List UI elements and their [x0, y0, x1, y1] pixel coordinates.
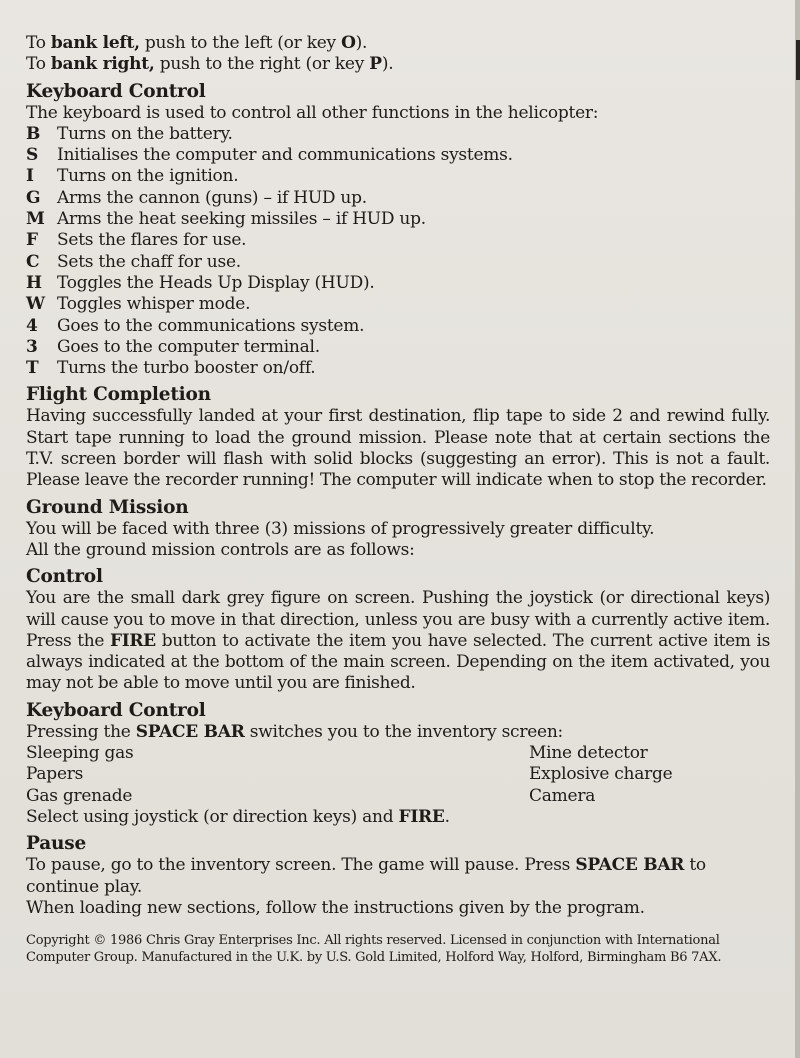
pause-text: To pause, go to the inventory screen. The game will pause. Press SPACE BAR to continue play.	[26, 855, 706, 897]
key-row	[26, 230, 770, 251]
flight-completion-text: Having successfully landed at your first destination, flip tape to side 2 and rewind fully. Start tape running to load the ground mission. Please note that at certain sections the T.V. screen border will flash with solid blocks (suggesting an error). This is not a fault. Please leave the recorder running! The computer will indicate when to stop the recorder.	[26, 406, 770, 491]
key-label: M	[26, 209, 45, 230]
key-row	[26, 252, 770, 273]
key-list	[26, 124, 770, 380]
key-row	[26, 358, 770, 379]
key-desc: Turns on the battery.	[57, 123, 233, 144]
key-label: S	[26, 145, 39, 166]
key-desc: Turns the turbo booster on/off.	[57, 358, 316, 379]
key-row	[26, 145, 770, 166]
key-desc: Sets the flares for use.	[57, 230, 247, 251]
key-desc: Initialises the computer and communications systems.	[57, 145, 513, 166]
inventory-item: Gas grenade	[26, 785, 133, 806]
key-label: F	[26, 230, 38, 251]
keyboard-control-heading-2: Keyboard Control	[26, 699, 206, 721]
key-row	[26, 273, 770, 294]
key-row	[26, 166, 770, 187]
inventory-item: Sleeping gas	[26, 743, 134, 764]
ground-mission-line-2: All the ground mission controls are as follows:	[26, 539, 415, 560]
loading-text: When loading new sections, follow the instructions given by the program.	[26, 897, 645, 918]
key-row	[26, 209, 770, 230]
key-desc: Toggles the Heads Up Display (HUD).	[57, 272, 375, 293]
edge-mark	[796, 40, 800, 80]
flight-completion-heading: Flight Completion	[26, 384, 211, 406]
control-text: You are the small dark grey figure on screen. Pushing the joystick (or directional keys) will cause you to move in that direction, unless you are busy with a currently active item. Press the FIRE button to activate the item you have selected. The current active item is always indicated at the bottom of the main screen. Depending on the item activated, you may not be able to move until you are finished.	[26, 588, 770, 694]
key-label: H	[26, 272, 42, 293]
key-desc: Goes to the communications system.	[57, 315, 365, 336]
inventory-intro: Pressing the SPACE BAR switches you to the inventory screen:	[26, 721, 563, 742]
key-desc: Sets the chaff for use.	[57, 251, 241, 272]
key-label: 3	[26, 336, 38, 357]
inventory-item: Mine detector	[529, 743, 648, 764]
inventory-row	[26, 764, 770, 785]
inventory-item: Camera	[529, 785, 596, 806]
key-label: 4	[26, 315, 38, 336]
inventory-row	[26, 743, 770, 764]
ground-mission-line-1: You will be faced with three (3) missions of progressively greater difficulty.	[26, 518, 655, 539]
key-label: B	[26, 123, 41, 144]
key-desc: Turns on the ignition.	[57, 166, 239, 187]
select-instruction: Select using joystick (or direction keys) and FIRE.	[26, 806, 450, 827]
key-row	[26, 316, 770, 337]
key-desc: Toggles whisper mode.	[57, 294, 251, 315]
bank-right-line: To bank right, push to the right (or key P).	[26, 54, 394, 75]
key-row	[26, 188, 770, 209]
key-label: C	[26, 251, 40, 272]
key-desc: Arms the heat seeking missiles – if HUD up.	[57, 209, 426, 230]
key-label: G	[26, 187, 41, 208]
bank-left-line: To bank left, push to the left (or key O).	[26, 33, 368, 53]
control-heading: Control	[26, 566, 103, 588]
key-label: T	[26, 358, 39, 379]
keyboard-control-heading: Keyboard Control	[26, 80, 206, 102]
inventory-item: Explosive charge	[529, 764, 673, 785]
key-desc: Goes to the computer terminal.	[57, 336, 320, 357]
key-desc: Arms the cannon (guns) – if HUD up.	[57, 187, 367, 208]
key-label: I	[26, 166, 34, 187]
key-row	[26, 337, 770, 358]
keyboard-intro: The keyboard is used to control all other functions in the helicopter:	[26, 102, 599, 123]
key-label: W	[26, 294, 45, 315]
key-row	[26, 124, 770, 145]
inventory-row	[26, 786, 770, 807]
ground-mission-heading: Ground Mission	[26, 496, 189, 518]
inventory-item: Papers	[26, 764, 84, 785]
key-row	[26, 294, 770, 315]
page-edge	[795, 0, 800, 1058]
copyright-notice: Copyright © 1986 Chris Gray Enterprises Inc. All rights reserved. Licensed in conjunction with International Computer Group. Manufactured in the U.K. by U.S. Gold Limited, Holford Way, Holford, Birmingham B6 7AX.	[26, 933, 722, 965]
pause-heading: Pause	[26, 833, 87, 855]
